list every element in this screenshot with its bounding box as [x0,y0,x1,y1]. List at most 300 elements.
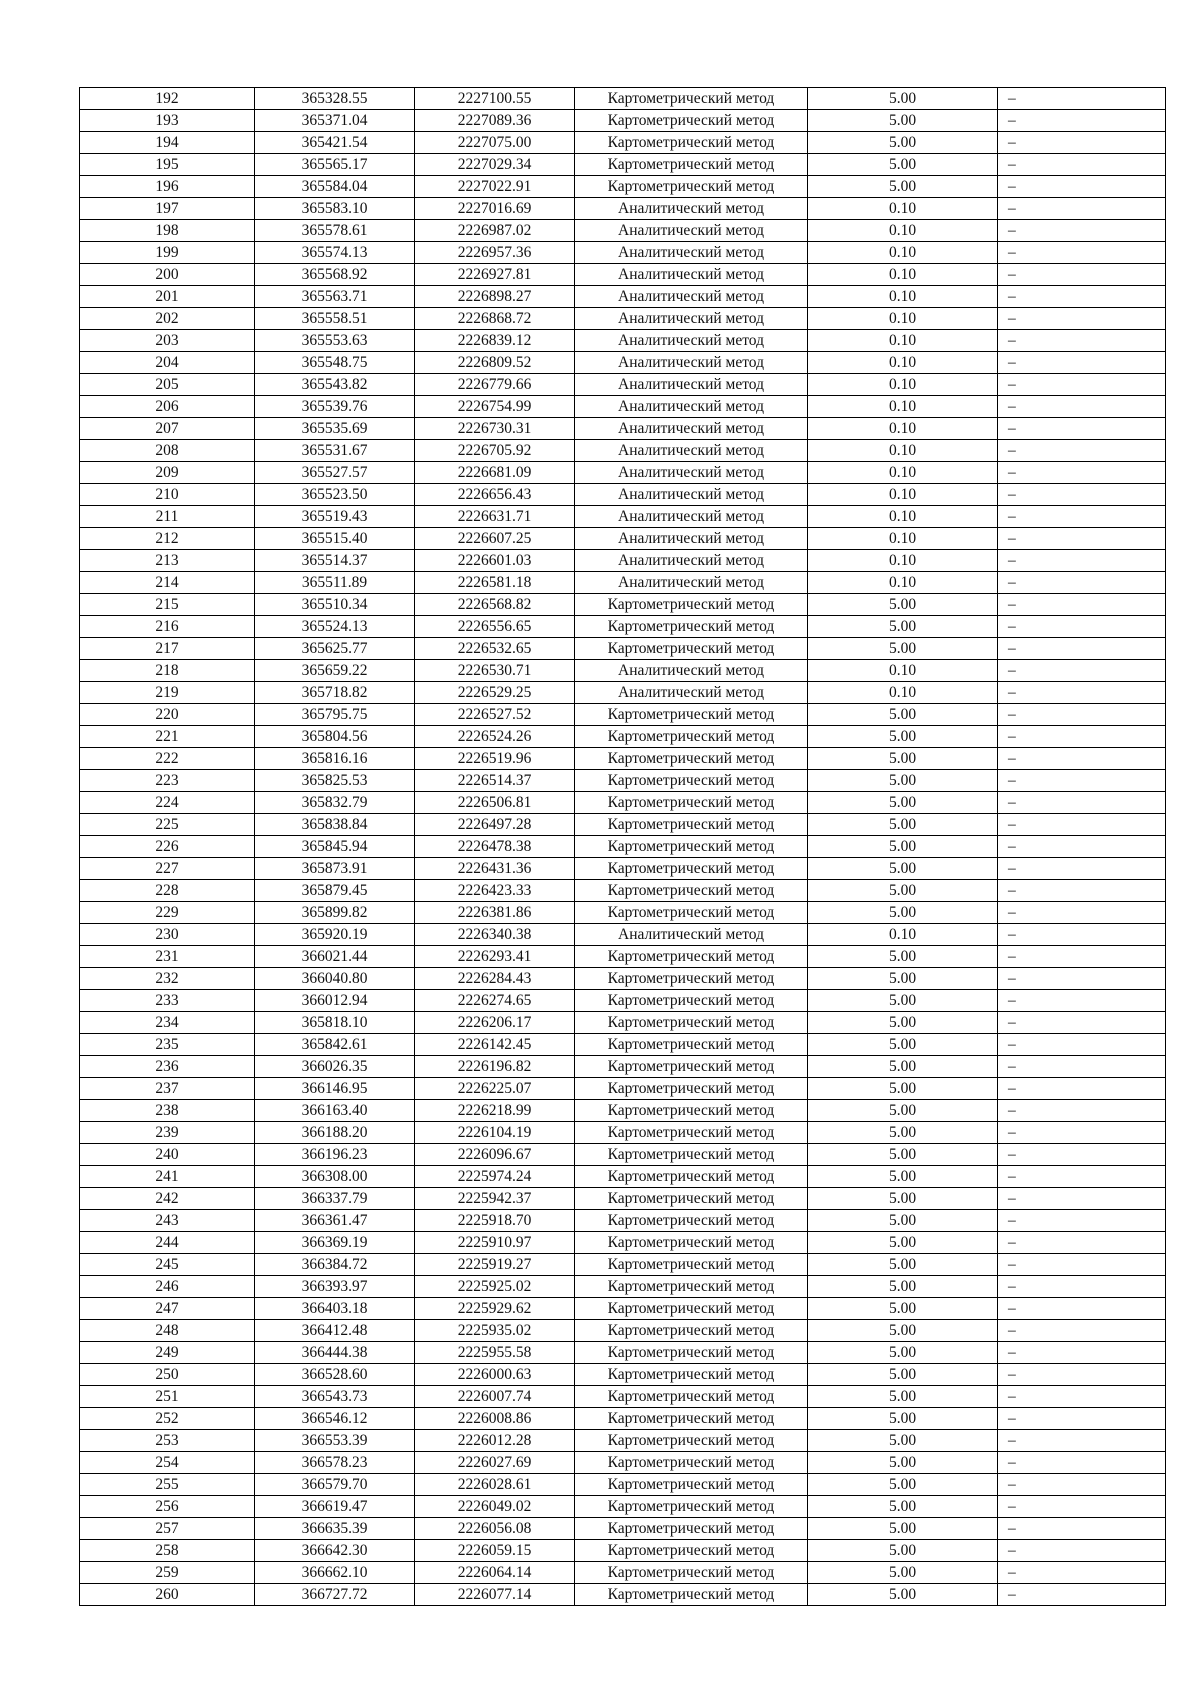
table-row [80,1386,1166,1408]
accuracy-cell: 0.10 [808,330,998,352]
method-cell: Картометрический метод [575,1100,808,1122]
point-number-cell: 248 [80,1320,255,1342]
accuracy-cell: 5.00 [808,1320,998,1342]
method-cell: Аналитический метод [575,462,808,484]
method-cell: Картометрический метод [575,1012,808,1034]
table-row [80,1144,1166,1166]
point-number-cell: 226 [80,836,255,858]
method-cell: Картометрический метод [575,176,808,198]
coordinate-x-cell: 365568.92 [255,264,415,286]
coordinate-y-cell: 2225942.37 [415,1188,575,1210]
note-cell: – [998,1540,1166,1562]
method-cell: Картометрический метод [575,1430,808,1452]
accuracy-cell: 0.10 [808,660,998,682]
table-row [80,968,1166,990]
table-row [80,792,1166,814]
coordinate-x-cell: 365524.13 [255,616,415,638]
coordinate-y-cell: 2226196.82 [415,1056,575,1078]
note-cell: – [998,858,1166,880]
note-cell: – [998,1584,1166,1606]
coordinate-x-cell: 366040.80 [255,968,415,990]
point-number-cell: 197 [80,198,255,220]
method-cell: Картометрический метод [575,154,808,176]
coordinate-y-cell: 2227075.00 [415,132,575,154]
coordinate-x-cell: 365553.63 [255,330,415,352]
accuracy-cell: 5.00 [808,1122,998,1144]
method-cell: Картометрический метод [575,1188,808,1210]
note-cell: – [998,1034,1166,1056]
point-number-cell: 219 [80,682,255,704]
coordinate-y-cell: 2225955.58 [415,1342,575,1364]
accuracy-cell: 0.10 [808,198,998,220]
accuracy-cell: 5.00 [808,1342,998,1364]
coordinate-x-cell: 366384.72 [255,1254,415,1276]
accuracy-cell: 5.00 [808,1474,998,1496]
accuracy-cell: 5.00 [808,1056,998,1078]
coordinate-x-cell: 365838.84 [255,814,415,836]
note-cell: – [998,902,1166,924]
accuracy-cell: 5.00 [808,792,998,814]
table-row [80,572,1166,594]
accuracy-cell: 5.00 [808,880,998,902]
table-row [80,1210,1166,1232]
coordinate-y-cell: 2226839.12 [415,330,575,352]
table-row [80,418,1166,440]
note-cell: – [998,1430,1166,1452]
accuracy-cell: 5.00 [808,1408,998,1430]
accuracy-cell: 5.00 [808,858,998,880]
table-row [80,1078,1166,1100]
table-row [80,1100,1166,1122]
coordinate-y-cell: 2226381.86 [415,902,575,924]
note-cell: – [998,396,1166,418]
point-number-cell: 230 [80,924,255,946]
method-cell: Аналитический метод [575,572,808,594]
method-cell: Аналитический метод [575,440,808,462]
coordinate-x-cell: 366146.95 [255,1078,415,1100]
note-cell: – [998,264,1166,286]
coordinate-x-cell: 365514.37 [255,550,415,572]
accuracy-cell: 0.10 [808,506,998,528]
coordinate-y-cell: 2226530.71 [415,660,575,682]
coordinate-y-cell: 2226423.33 [415,880,575,902]
note-cell: – [998,1298,1166,1320]
point-number-cell: 207 [80,418,255,440]
accuracy-cell: 5.00 [808,1100,998,1122]
point-number-cell: 247 [80,1298,255,1320]
accuracy-cell: 0.10 [808,682,998,704]
coordinate-y-cell: 2226497.28 [415,814,575,836]
method-cell: Картометрический метод [575,1496,808,1518]
table-row [80,308,1166,330]
accuracy-cell: 5.00 [808,814,998,836]
accuracy-cell: 5.00 [808,1386,998,1408]
note-cell: – [998,374,1166,396]
method-cell: Картометрический метод [575,1232,808,1254]
coordinate-y-cell: 2226293.41 [415,946,575,968]
coordinate-y-cell: 2226898.27 [415,286,575,308]
accuracy-cell: 0.10 [808,528,998,550]
coordinate-x-cell: 365563.71 [255,286,415,308]
method-cell: Картометрический метод [575,770,808,792]
accuracy-cell: 5.00 [808,1518,998,1540]
note-cell: – [998,594,1166,616]
coordinate-x-cell: 366021.44 [255,946,415,968]
note-cell: – [998,418,1166,440]
note-cell: – [998,528,1166,550]
table-row [80,110,1166,132]
point-number-cell: 201 [80,286,255,308]
point-number-cell: 258 [80,1540,255,1562]
note-cell: – [998,1452,1166,1474]
note-cell: – [998,1254,1166,1276]
note-cell: – [998,748,1166,770]
point-number-cell: 233 [80,990,255,1012]
method-cell: Аналитический метод [575,550,808,572]
coordinate-x-cell: 366578.23 [255,1452,415,1474]
note-cell: – [998,1188,1166,1210]
point-number-cell: 220 [80,704,255,726]
coordinate-x-cell: 365515.40 [255,528,415,550]
table-row [80,528,1166,550]
accuracy-cell: 0.10 [808,462,998,484]
note-cell: – [998,1408,1166,1430]
point-number-cell: 242 [80,1188,255,1210]
note-cell: – [998,286,1166,308]
point-number-cell: 225 [80,814,255,836]
coordinate-x-cell: 366196.23 [255,1144,415,1166]
note-cell: – [998,506,1166,528]
note-cell: – [998,154,1166,176]
table-row [80,176,1166,198]
point-number-cell: 214 [80,572,255,594]
coordinate-x-cell: 365920.19 [255,924,415,946]
coordinate-x-cell: 365535.69 [255,418,415,440]
accuracy-cell: 0.10 [808,550,998,572]
table-row [80,220,1166,242]
method-cell: Картометрический метод [575,836,808,858]
coordinate-x-cell: 365845.94 [255,836,415,858]
coordinate-y-cell: 2226927.81 [415,264,575,286]
point-number-cell: 223 [80,770,255,792]
coordinate-x-cell: 365371.04 [255,110,415,132]
coordinate-x-cell: 366308.00 [255,1166,415,1188]
table-row [80,1342,1166,1364]
accuracy-cell: 5.00 [808,1562,998,1584]
method-cell: Аналитический метод [575,484,808,506]
table-row [80,1474,1166,1496]
coordinate-y-cell: 2225918.70 [415,1210,575,1232]
point-number-cell: 217 [80,638,255,660]
method-cell: Картометрический метод [575,1320,808,1342]
coordinate-y-cell: 2226957.36 [415,242,575,264]
coordinate-x-cell: 365842.61 [255,1034,415,1056]
table-row [80,726,1166,748]
method-cell: Картометрический метод [575,1386,808,1408]
note-cell: – [998,1496,1166,1518]
point-number-cell: 208 [80,440,255,462]
point-number-cell: 205 [80,374,255,396]
coordinate-x-cell: 365816.16 [255,748,415,770]
method-cell: Картометрический метод [575,88,808,110]
note-cell: – [998,1518,1166,1540]
note-cell: – [998,1276,1166,1298]
table-row [80,638,1166,660]
accuracy-cell: 5.00 [808,616,998,638]
coordinate-x-cell: 366553.39 [255,1430,415,1452]
accuracy-cell: 5.00 [808,110,998,132]
accuracy-cell: 0.10 [808,440,998,462]
method-cell: Аналитический метод [575,352,808,374]
point-number-cell: 235 [80,1034,255,1056]
table-row [80,1012,1166,1034]
point-number-cell: 231 [80,946,255,968]
table-row [80,352,1166,374]
table-row [80,286,1166,308]
coordinate-y-cell: 2225925.02 [415,1276,575,1298]
point-number-cell: 253 [80,1430,255,1452]
method-cell: Картометрический метод [575,1056,808,1078]
coordinate-y-cell: 2226568.82 [415,594,575,616]
accuracy-cell: 5.00 [808,1540,998,1562]
coordinate-x-cell: 366337.79 [255,1188,415,1210]
note-cell: – [998,1100,1166,1122]
accuracy-cell: 5.00 [808,1584,998,1606]
method-cell: Картометрический метод [575,1452,808,1474]
table-row [80,1276,1166,1298]
coordinate-x-cell: 366579.70 [255,1474,415,1496]
note-cell: – [998,352,1166,374]
method-cell: Картометрический метод [575,616,808,638]
coordinate-x-cell: 365879.45 [255,880,415,902]
method-cell: Картометрический метод [575,990,808,1012]
coordinate-y-cell: 2226064.14 [415,1562,575,1584]
point-number-cell: 224 [80,792,255,814]
table-row [80,1188,1166,1210]
point-number-cell: 194 [80,132,255,154]
point-number-cell: 257 [80,1518,255,1540]
accuracy-cell: 0.10 [808,572,998,594]
note-cell: – [998,814,1166,836]
coordinate-y-cell: 2226514.37 [415,770,575,792]
table-row [80,880,1166,902]
coordinate-x-cell: 366412.48 [255,1320,415,1342]
note-cell: – [998,1122,1166,1144]
point-number-cell: 251 [80,1386,255,1408]
coordinate-x-cell: 365873.91 [255,858,415,880]
point-number-cell: 195 [80,154,255,176]
coordinate-y-cell: 2226431.36 [415,858,575,880]
note-cell: – [998,330,1166,352]
table-row [80,396,1166,418]
method-cell: Картометрический метод [575,594,808,616]
note-cell: – [998,484,1166,506]
coordinate-y-cell: 2226705.92 [415,440,575,462]
method-cell: Аналитический метод [575,374,808,396]
method-cell: Картометрический метод [575,132,808,154]
coordinate-y-cell: 2226000.63 [415,1364,575,1386]
method-cell: Картометрический метод [575,1078,808,1100]
table-row [80,550,1166,572]
point-number-cell: 203 [80,330,255,352]
note-cell: – [998,198,1166,220]
accuracy-cell: 0.10 [808,264,998,286]
method-cell: Картометрический метод [575,1408,808,1430]
note-cell: – [998,550,1166,572]
note-cell: – [998,682,1166,704]
note-cell: – [998,1386,1166,1408]
point-number-cell: 237 [80,1078,255,1100]
note-cell: – [998,176,1166,198]
accuracy-cell: 5.00 [808,704,998,726]
accuracy-cell: 0.10 [808,418,998,440]
accuracy-cell: 5.00 [808,1188,998,1210]
coordinate-y-cell: 2226206.17 [415,1012,575,1034]
point-number-cell: 206 [80,396,255,418]
coordinate-y-cell: 2226779.66 [415,374,575,396]
coordinate-x-cell: 365583.10 [255,198,415,220]
note-cell: – [998,88,1166,110]
point-number-cell: 213 [80,550,255,572]
table-row [80,1364,1166,1386]
point-number-cell: 218 [80,660,255,682]
coordinate-y-cell: 2226104.19 [415,1122,575,1144]
coordinate-y-cell: 2226056.08 [415,1518,575,1540]
point-number-cell: 246 [80,1276,255,1298]
coordinates-table-body [80,88,1166,1606]
point-number-cell: 210 [80,484,255,506]
accuracy-cell: 5.00 [808,1298,998,1320]
coordinate-x-cell: 366619.47 [255,1496,415,1518]
coordinate-x-cell: 365539.76 [255,396,415,418]
accuracy-cell: 5.00 [808,946,998,968]
method-cell: Аналитический метод [575,198,808,220]
point-number-cell: 199 [80,242,255,264]
coordinate-y-cell: 2226556.65 [415,616,575,638]
accuracy-cell: 5.00 [808,176,998,198]
table-row [80,836,1166,858]
point-number-cell: 249 [80,1342,255,1364]
coordinate-x-cell: 365328.55 [255,88,415,110]
accuracy-cell: 0.10 [808,286,998,308]
accuracy-cell: 5.00 [808,1254,998,1276]
point-number-cell: 244 [80,1232,255,1254]
coordinate-y-cell: 2226049.02 [415,1496,575,1518]
method-cell: Картометрический метод [575,1584,808,1606]
note-cell: – [998,770,1166,792]
coordinate-y-cell: 2225910.97 [415,1232,575,1254]
coordinate-y-cell: 2226987.02 [415,220,575,242]
method-cell: Картометрический метод [575,748,808,770]
table-row [80,1056,1166,1078]
method-cell: Картометрический метод [575,110,808,132]
method-cell: Картометрический метод [575,1342,808,1364]
coordinate-x-cell: 365548.75 [255,352,415,374]
table-row [80,374,1166,396]
table-row [80,330,1166,352]
coordinate-y-cell: 2227029.34 [415,154,575,176]
accuracy-cell: 5.00 [808,1496,998,1518]
method-cell: Аналитический метод [575,330,808,352]
coordinate-y-cell: 2226007.74 [415,1386,575,1408]
accuracy-cell: 5.00 [808,594,998,616]
table-row [80,1452,1166,1474]
coordinate-y-cell: 2226028.61 [415,1474,575,1496]
method-cell: Картометрический метод [575,638,808,660]
note-cell: – [998,1012,1166,1034]
accuracy-cell: 0.10 [808,484,998,506]
method-cell: Картометрический метод [575,968,808,990]
coordinate-y-cell: 2226274.65 [415,990,575,1012]
coordinate-x-cell: 365578.61 [255,220,415,242]
coordinate-x-cell: 365804.56 [255,726,415,748]
coordinate-y-cell: 2227016.69 [415,198,575,220]
coordinate-x-cell: 366012.94 [255,990,415,1012]
accuracy-cell: 5.00 [808,1276,998,1298]
coordinate-y-cell: 2226142.45 [415,1034,575,1056]
method-cell: Картометрический метод [575,1562,808,1584]
coordinate-y-cell: 2226340.38 [415,924,575,946]
table-row [80,902,1166,924]
accuracy-cell: 0.10 [808,308,998,330]
accuracy-cell: 5.00 [808,132,998,154]
accuracy-cell: 5.00 [808,902,998,924]
coordinate-x-cell: 366361.47 [255,1210,415,1232]
method-cell: Картометрический метод [575,858,808,880]
coordinate-y-cell: 2226529.25 [415,682,575,704]
note-cell: – [998,990,1166,1012]
method-cell: Картометрический метод [575,1122,808,1144]
coordinate-x-cell: 365899.82 [255,902,415,924]
coordinate-x-cell: 366727.72 [255,1584,415,1606]
coordinate-x-cell: 366546.12 [255,1408,415,1430]
table-row [80,264,1166,286]
table-row [80,1254,1166,1276]
method-cell: Аналитический метод [575,528,808,550]
coordinate-y-cell: 2226681.09 [415,462,575,484]
table-row [80,1408,1166,1430]
note-cell: – [998,1210,1166,1232]
note-cell: – [998,1364,1166,1386]
coordinate-x-cell: 365531.67 [255,440,415,462]
method-cell: Аналитический метод [575,264,808,286]
method-cell: Картометрический метод [575,814,808,836]
point-number-cell: 238 [80,1100,255,1122]
note-cell: – [998,1562,1166,1584]
point-number-cell: 259 [80,1562,255,1584]
point-number-cell: 252 [80,1408,255,1430]
table-row [80,946,1166,968]
note-cell: – [998,220,1166,242]
point-number-cell: 221 [80,726,255,748]
point-number-cell: 232 [80,968,255,990]
note-cell: – [998,308,1166,330]
method-cell: Аналитический метод [575,396,808,418]
coordinate-x-cell: 366393.97 [255,1276,415,1298]
method-cell: Аналитический метод [575,242,808,264]
coordinate-y-cell: 2225974.24 [415,1166,575,1188]
point-number-cell: 211 [80,506,255,528]
coordinate-x-cell: 365519.43 [255,506,415,528]
point-number-cell: 241 [80,1166,255,1188]
coordinate-x-cell: 366528.60 [255,1364,415,1386]
table-row [80,154,1166,176]
coordinate-x-cell: 366188.20 [255,1122,415,1144]
point-number-cell: 228 [80,880,255,902]
method-cell: Картометрический метод [575,946,808,968]
coordinate-x-cell: 366662.10 [255,1562,415,1584]
method-cell: Аналитический метод [575,682,808,704]
